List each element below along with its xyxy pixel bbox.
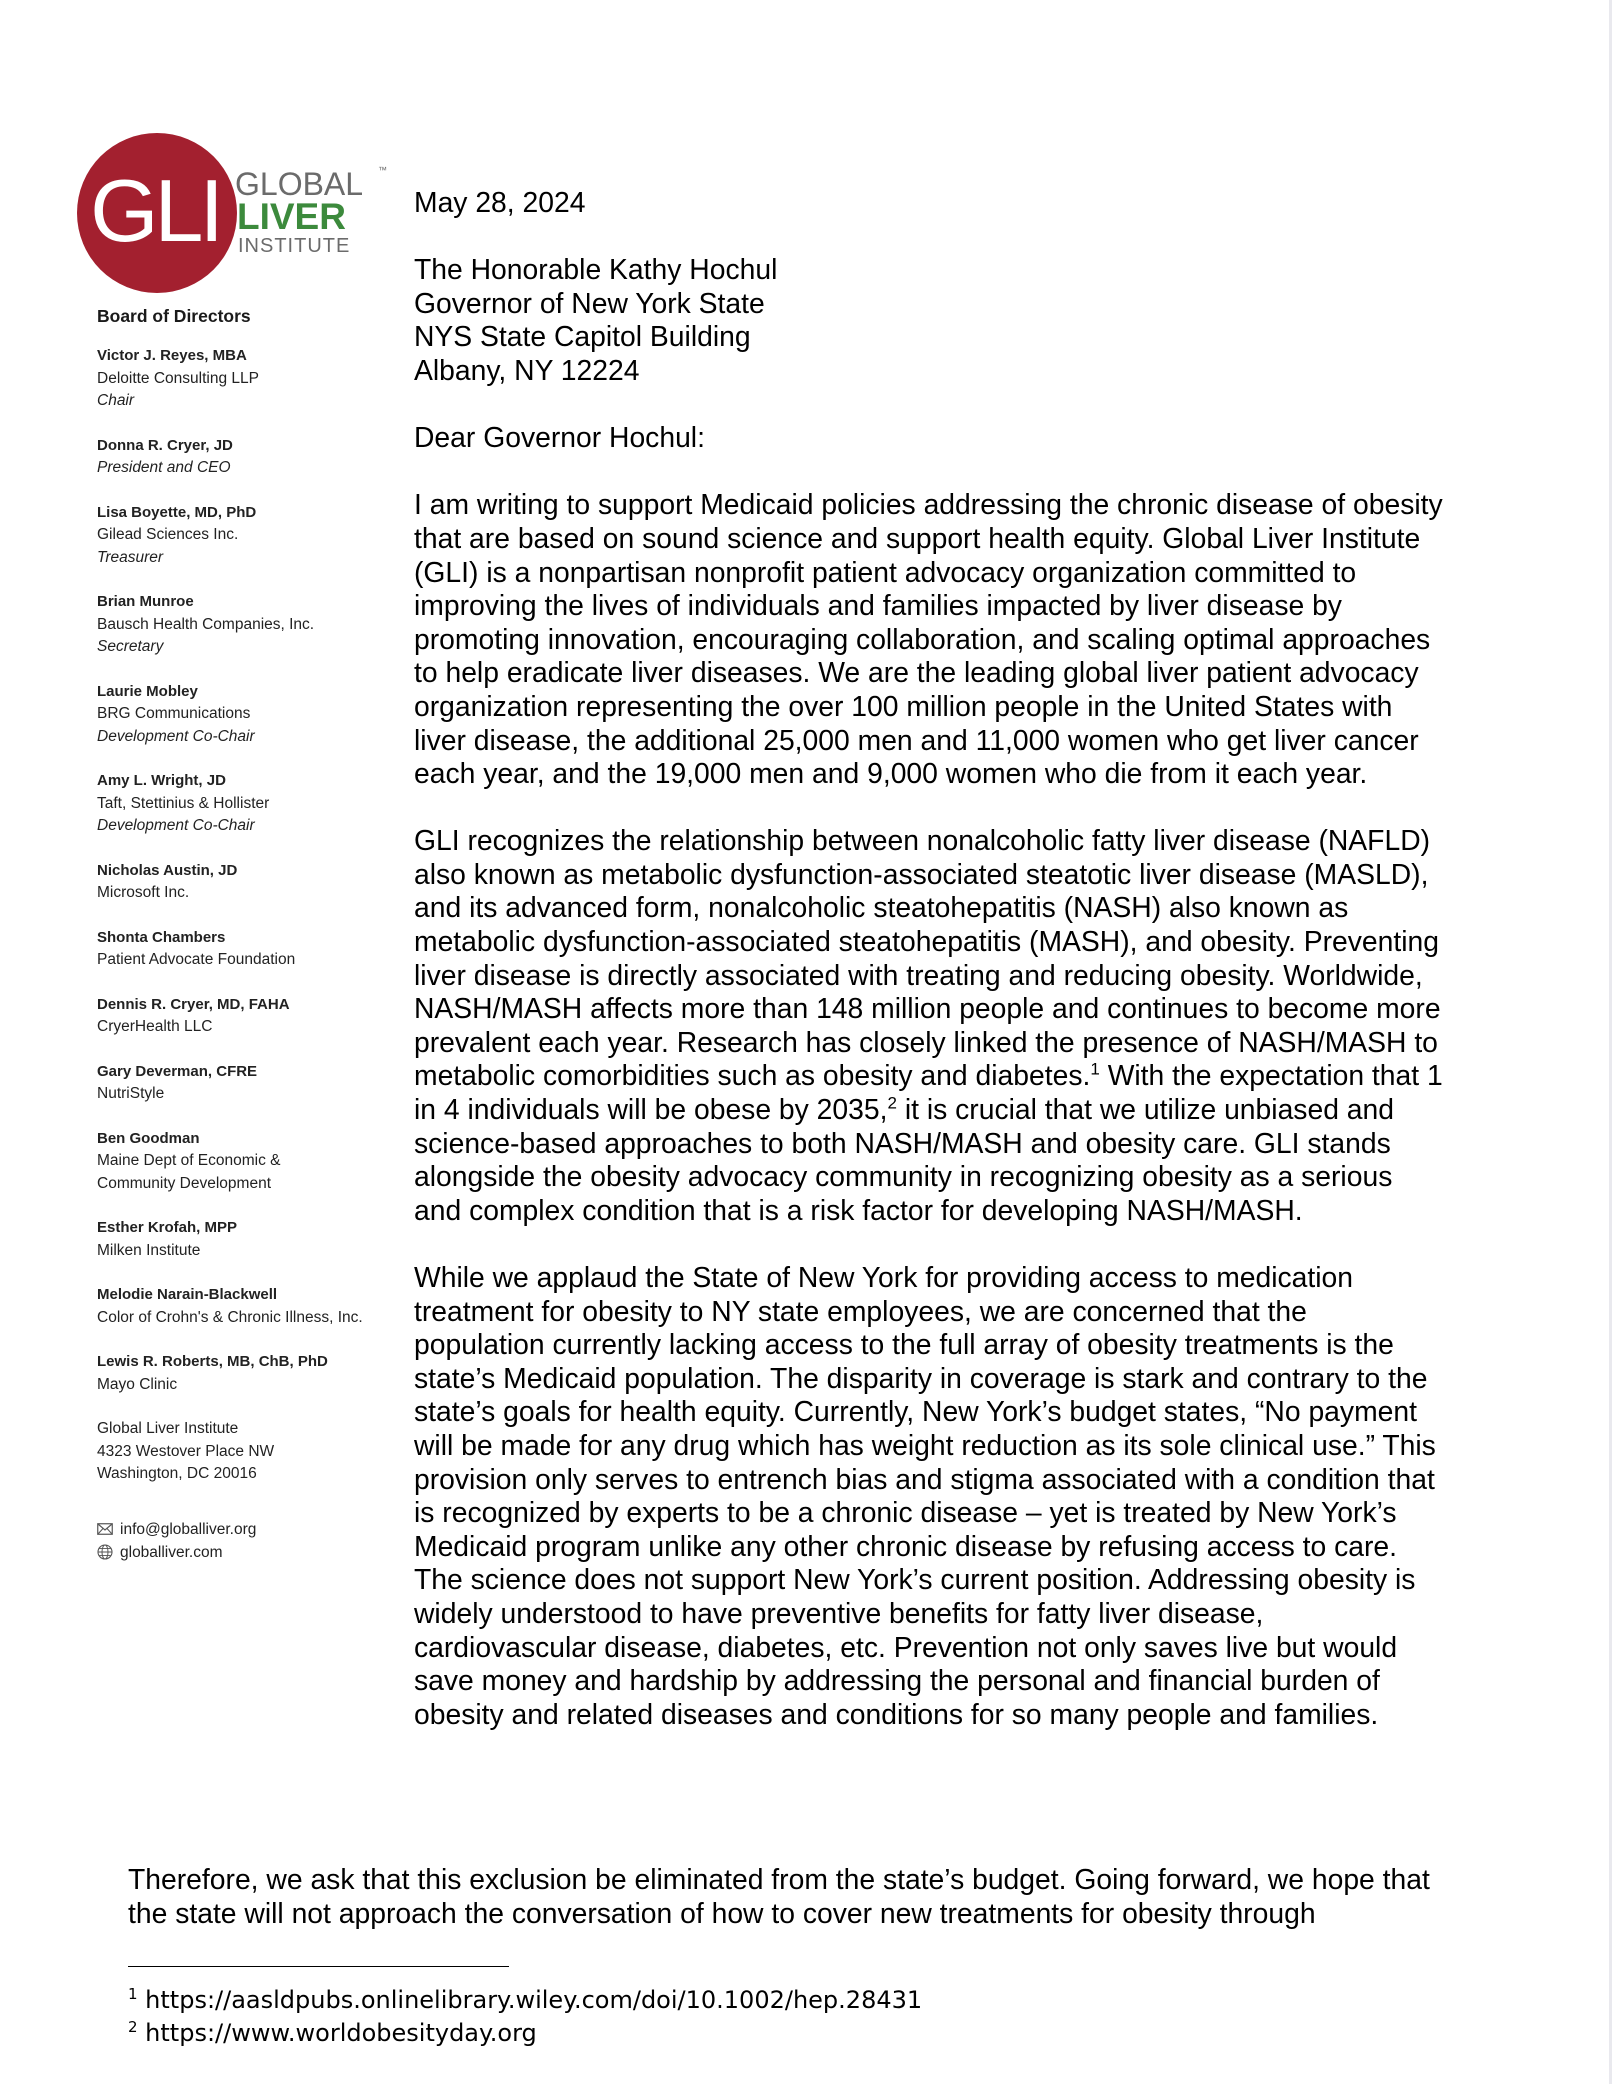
member-org: NutriStyle: [97, 1085, 165, 1102]
letter-date: May 28, 2024: [414, 186, 586, 218]
address-line: 4323 Westover Place NW: [97, 1442, 275, 1460]
member-role: Treasurer: [97, 548, 164, 566]
recipient-line: Albany, NY 12224: [414, 353, 640, 386]
board-member: [97, 770, 397, 838]
member-name: Melodie Narain-Blackwell: [97, 1286, 278, 1303]
gli-logo-graphic: [77, 133, 389, 293]
member-org: Color of Crohn's & Chronic Illness, Inc.: [97, 1308, 363, 1326]
member-org: Microsoft Inc.: [97, 884, 190, 901]
member-org: Patient Advocate Foundation: [97, 951, 296, 968]
member-org: Bausch Health Companies, Inc.: [97, 615, 315, 633]
envelope-icon: [97, 1523, 113, 1535]
footnote[interactable]: [128, 2017, 922, 2050]
website-link[interactable]: globalliver.com: [120, 1543, 223, 1561]
email-link[interactable]: info@globalliver.org: [120, 1520, 257, 1538]
member-name: Laurie Mobley: [97, 682, 198, 700]
board-title: Board of Directors: [97, 306, 251, 326]
member-org: Taft, Stettinius & Hollister: [97, 794, 270, 812]
board-member: [97, 435, 397, 480]
member-name: Gary Deverman, CFRE: [97, 1062, 258, 1080]
member-name: Amy L. Wright, JD: [97, 772, 226, 789]
logo-trademark: ™: [378, 165, 387, 175]
footnotes: [128, 1984, 922, 2050]
member-name: Lisa Boyette, MD, PhD: [97, 503, 257, 521]
member-org: Gilead Sciences Inc.: [97, 526, 239, 543]
organization-address: [97, 1418, 397, 1486]
member-name: Lewis R. Roberts, MB, ChB, PhD: [97, 1353, 328, 1370]
logo-line-global: GLOBAL: [235, 166, 364, 202]
member-org: Mayo Clinic: [97, 1375, 178, 1393]
member-role: Chair: [97, 392, 135, 409]
logo-mark: GLI: [90, 161, 220, 260]
footnote-url[interactable]: https://aasldpubs.onlinelibrary.wiley.com/doi/10.1002/hep.28431: [137, 1986, 923, 2014]
board-member: [97, 1128, 397, 1196]
globe-icon: [97, 1544, 113, 1560]
member-org: CryerHealth LLC: [97, 1018, 213, 1035]
recipient-line: The Honorable Kathy Hochul: [414, 253, 778, 286]
paragraph-text: With the expectation that 1 in 4 individuals will be obese by 2035,: [414, 1059, 1443, 1126]
footnote-ref[interactable]: 2: [887, 1093, 897, 1113]
footnote-divider: [128, 1966, 509, 1967]
member-name: Victor J. Reyes, MBA: [97, 347, 247, 364]
website-row[interactable]: [97, 1541, 397, 1564]
member-name: Nicholas Austin, JD: [97, 861, 238, 879]
logo-line-institute: INSTITUTE: [238, 235, 351, 257]
member-role: President and CEO: [97, 459, 231, 476]
footnote-number: 1: [128, 1985, 138, 2003]
salutation: Dear Governor Hochul:: [414, 421, 705, 454]
footnote-url[interactable]: https://www.worldobesityday.org: [137, 2019, 537, 2047]
member-role: Development Co-Chair: [97, 817, 255, 834]
member-role: Secretary: [97, 638, 164, 655]
member-org: Deloitte Consulting LLP: [97, 369, 259, 387]
member-org: BRG Communications: [97, 705, 251, 722]
board-member: [97, 681, 397, 749]
recipient-address: [414, 253, 1444, 387]
footnote-ref[interactable]: 1: [1090, 1060, 1100, 1080]
member-name: Brian Munroe: [97, 593, 194, 610]
board-member: [97, 1284, 397, 1329]
member-org: Maine Dept of Economic & Community Development: [97, 1152, 281, 1192]
member-name: Shonta Chambers: [97, 928, 226, 946]
paragraph-closing: Therefore, we ask that this exclusion be eliminated from the state’s budget. Going forward, we hope that the state will not approach the conversation of how to cover new treatments for obesity through: [128, 1863, 1430, 1929]
board-member: [97, 1061, 397, 1106]
letter-body: [414, 186, 1444, 1765]
board-member: [97, 860, 397, 905]
contact-block: [97, 1518, 397, 1564]
footnote-number: 2: [128, 2018, 138, 2036]
recipient-line: Governor of New York State: [414, 286, 765, 319]
board-member: [97, 994, 397, 1039]
member-name: Esther Krofah, MPP: [97, 1219, 238, 1236]
board-member: [97, 1217, 397, 1262]
paragraph-nash: [414, 824, 1444, 1227]
paragraph-medicaid: While we applaud the State of New York for providing access to medication treatment for obesity to NY state employees, we are concerned that the population currently lacking access to the full array of obesity treatments is the state’s Medicaid population. The disparity in coverage is stark and contrary to the state’s goals for health equity. Currently, New York’s budget states, “No payment will be made for any drug which has weight reduction as its sole clinical use.” This provision only serves to entrench bias and stigma associated with a condition that is recognized by experts to be a chronic disease – yet is treated by New York’s Medicaid program unlike any other chronic disease by refusing access to care. The science does not support New York’s current position. Addressing obesity is widely understood to have preventive benefits for fatty liver disease, cardiovascular disease, diabetes, etc. Prevention not only saves live but would save money and hardship by addressing the personal and financial burden of obesity and related diseases and conditions for so many people and families.: [414, 1261, 1436, 1730]
board-member: [97, 591, 397, 659]
paragraph-text: it is crucial that we utilize unbiased and science-based approaches to both NASH/MASH and obesity care. GLI stands alongside the obesity advocacy community in recognizing obesity as a serious and complex condition that is a risk factor for developing NASH/MASH.: [414, 1093, 1395, 1226]
paragraph-intro: I am writing to support Medicaid policies addressing the chronic disease of obesity that are based on sound science and support health equity. Global Liver Institute (GLI) is a nonpartisan nonprofit patient advocacy organization committed to improving the lives of individuals and families impacted by liver disease by promoting innovation, encouraging collaboration, and scaling optimal approaches to help eradicate liver diseases. We are the leading global liver patient advocacy organization representing the over 100 million people in the United States with liver disease, the additional 25,000 men and 11,000 women who get liver cancer each year, and the 19,000 men and 9,000 women who die from it each year.: [414, 488, 1443, 790]
board-sidebar: [97, 306, 397, 1564]
address-line: Washington, DC 20016: [97, 1465, 257, 1482]
member-org: Milken Institute: [97, 1241, 201, 1259]
member-role: Development Co-Chair: [97, 727, 255, 745]
board-member: [97, 927, 397, 972]
board-member: [97, 1351, 397, 1396]
logo-line-liver: LIVER: [237, 196, 346, 237]
footnote[interactable]: [128, 1984, 922, 2017]
member-name: Ben Goodman: [97, 1129, 200, 1147]
board-member: [97, 502, 397, 570]
member-name: Donna R. Cryer, JD: [97, 436, 233, 454]
email-row[interactable]: [97, 1518, 397, 1541]
address-line: Global Liver Institute: [97, 1420, 239, 1437]
member-name: Dennis R. Cryer, MD, FAHA: [97, 995, 290, 1013]
paragraph-text: GLI recognizes the relationship between nonalcoholic fatty liver disease (NAFLD) also known as metabolic dysfunction-associated steatotic liver disease (MASLD), and its advanced form, nonalcoholic steatohepatitis (NASH) also known as metabolic dysfunction-associated steatohepatitis (MASH), and obesity. Preventing liver disease is directly associated with treating and reducing obesity. Worldwide, NASH/MASH affects more than 148 million people and continues to become more prevalent each year. Research has closely linked the presence of NASH/MASH to metabolic comorbidities such as obesity and diabetes.: [414, 824, 1441, 1092]
recipient-line: NYS State Capitol Building: [414, 320, 751, 353]
board-member: [97, 345, 397, 413]
gli-logo: [77, 133, 389, 293]
